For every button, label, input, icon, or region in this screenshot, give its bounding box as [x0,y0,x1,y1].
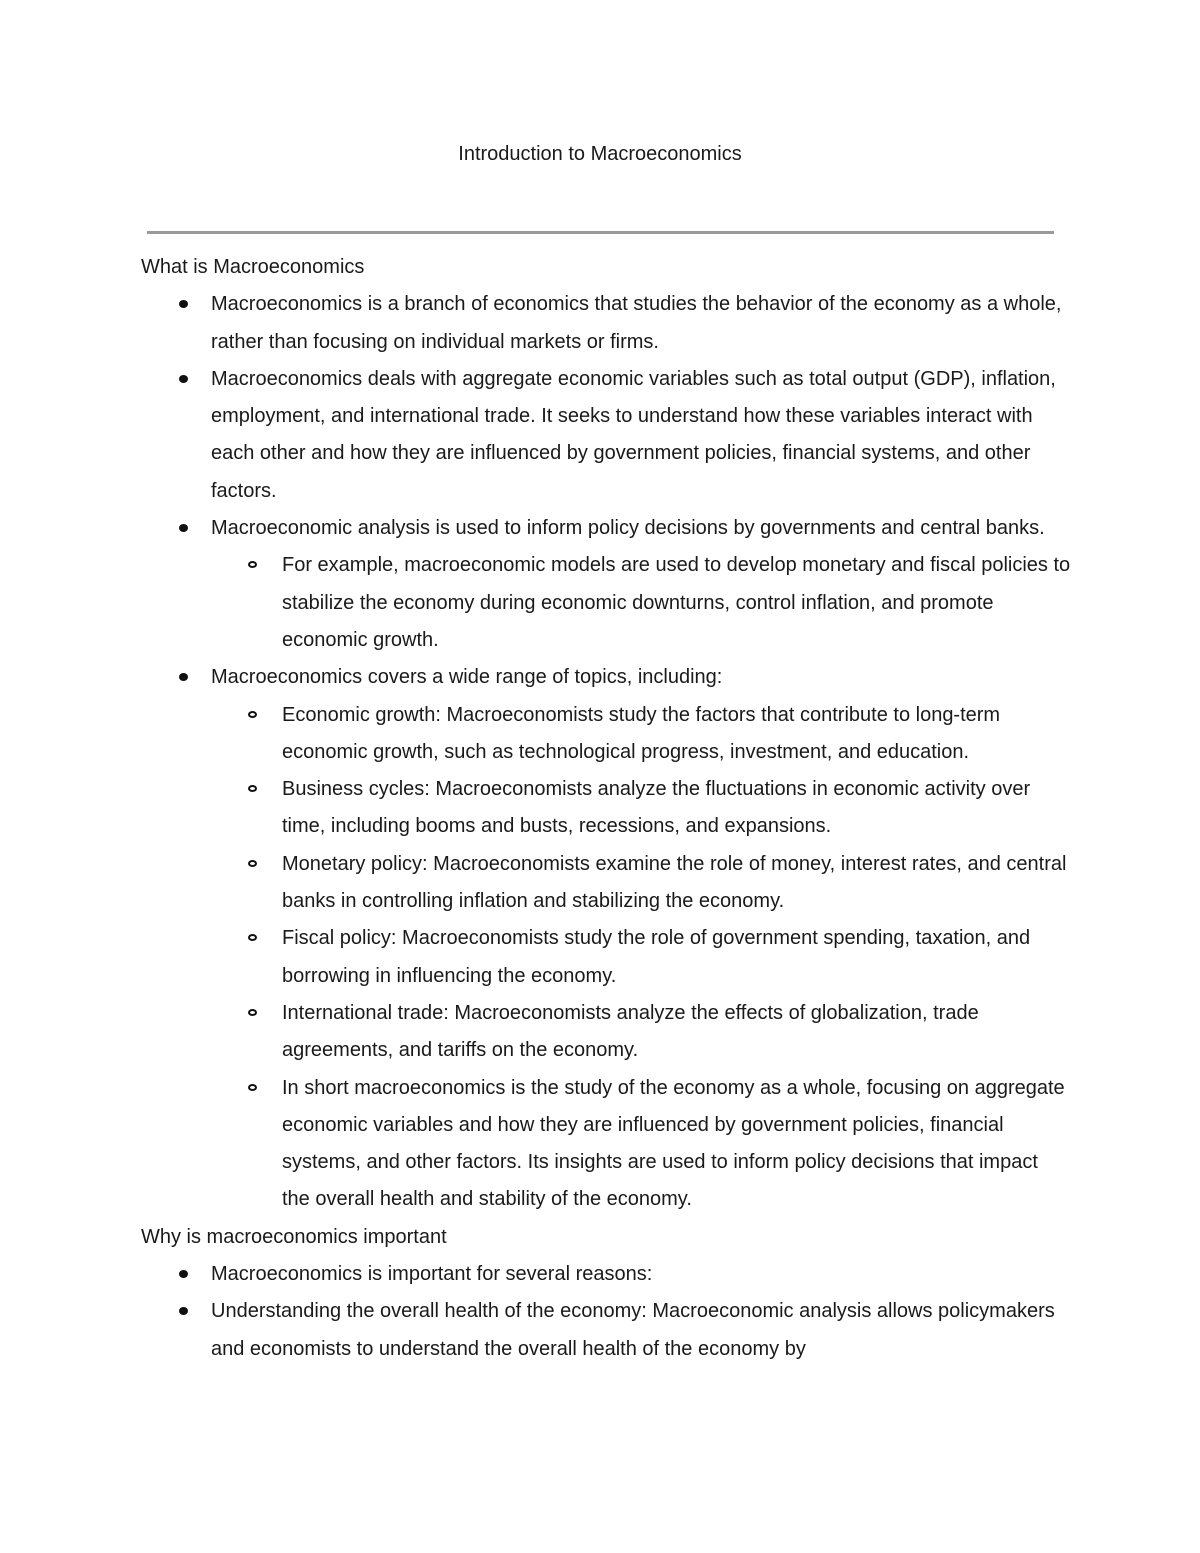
sub-list-item [282,995,1071,1070]
list-item-text: Macroeconomics is a branch of economics that studies the behavior of the economy as a whole, rather than focusing on individual markets or firms. [211,293,1062,353]
sub-bullet-list [211,547,1071,659]
filled-bullet-icon [179,1307,188,1315]
list-item [211,659,1071,1218]
sub-list-item [282,771,1071,846]
sub-bullet-list [211,697,1071,1219]
list-item [211,510,1071,659]
filled-bullet-icon [179,375,188,383]
filled-bullet-icon [179,673,188,681]
hollow-bullet-icon [248,785,257,792]
hollow-bullet-icon [248,561,257,568]
section-what-is-macroeconomics [141,249,1071,1219]
horizontal-divider [147,231,1054,234]
section-heading: Why is macroeconomics important [141,1225,447,1248]
list-item-text: Macroeconomics is important for several reasons: [211,1263,653,1286]
sub-list-item-text: In short macroeconomics is the study of the economy as a whole, focusing on aggregate economic variables and how they are influenced by government policies, financial systems, and other factors. Its insights are used to inform policy decisions that impact the overall health and stability of the economy. [282,1076,1065,1211]
hollow-bullet-icon [248,934,257,941]
sub-list-item-text: Economic growth: Macroeconomists study the factors that contribute to long-term economic growth, such as technological progress, investment, and education. [282,703,1001,763]
document-body [141,249,1071,1368]
list-item [211,361,1071,510]
sub-list-item [282,846,1071,921]
hollow-bullet-icon [248,711,257,718]
sub-list-item [282,697,1071,772]
hollow-bullet-icon [248,1009,257,1016]
document-title: Introduction to Macroeconomics [458,143,742,165]
sub-list-item [282,547,1071,659]
section-heading: What is Macroeconomics [141,256,365,278]
list-item-text: Macroeconomics deals with aggregate economic variables such as total output (GDP), inflation, employment, and international trade. It seeks to understand how these variables interact with each other and how they are influenced by government policies, financial systems, and other factors. [211,367,1056,502]
list-item-text: Understanding the overall health of the economy: Macroeconomic analysis allows policymakers and economists to understand the overall health of the economy by [211,1300,1055,1360]
sub-list-item-text: Business cycles: Macroeconomists analyze the fluctuations in economic activity over time, including booms and busts, recessions, and expansions. [282,778,1031,838]
sub-list-item-text: International trade: Macroeconomists analyze the effects of globalization, trade agreements, and tariffs on the economy. [282,1001,979,1062]
hollow-bullet-icon [248,860,257,867]
section-why-is-macroeconomics-important [141,1219,1071,1368]
sub-list-item [282,920,1071,995]
sub-list-item-text: Monetary policy: Macroeconomists examine the role of money, interest rates, and central banks in controlling inflation and stabilizing the economy. [282,852,1067,913]
list-item [211,1293,1071,1368]
filled-bullet-icon [179,300,188,308]
sub-list-item-text: Fiscal policy: Macroeconomists study the role of government spending, taxation, and borrowing in influencing the economy. [282,927,1031,987]
list-item [211,1256,1071,1293]
filled-bullet-icon [179,1270,188,1278]
list-item [211,286,1071,361]
list-item-text: Macroeconomic analysis is used to inform policy decisions by governments and central banks. [211,517,1045,540]
bullet-list [141,286,1071,1218]
sub-list-item [282,1070,1071,1219]
list-item-text: Macroeconomics covers a wide range of topics, including: [211,666,723,689]
filled-bullet-icon [179,524,188,532]
hollow-bullet-icon [248,1084,257,1091]
sub-list-item-text: For example, macroeconomic models are used to develop monetary and fiscal policies to stabilize the economy during economic downturns, control inflation, and promote economic growth. [282,554,1071,651]
bullet-list [141,1256,1071,1368]
